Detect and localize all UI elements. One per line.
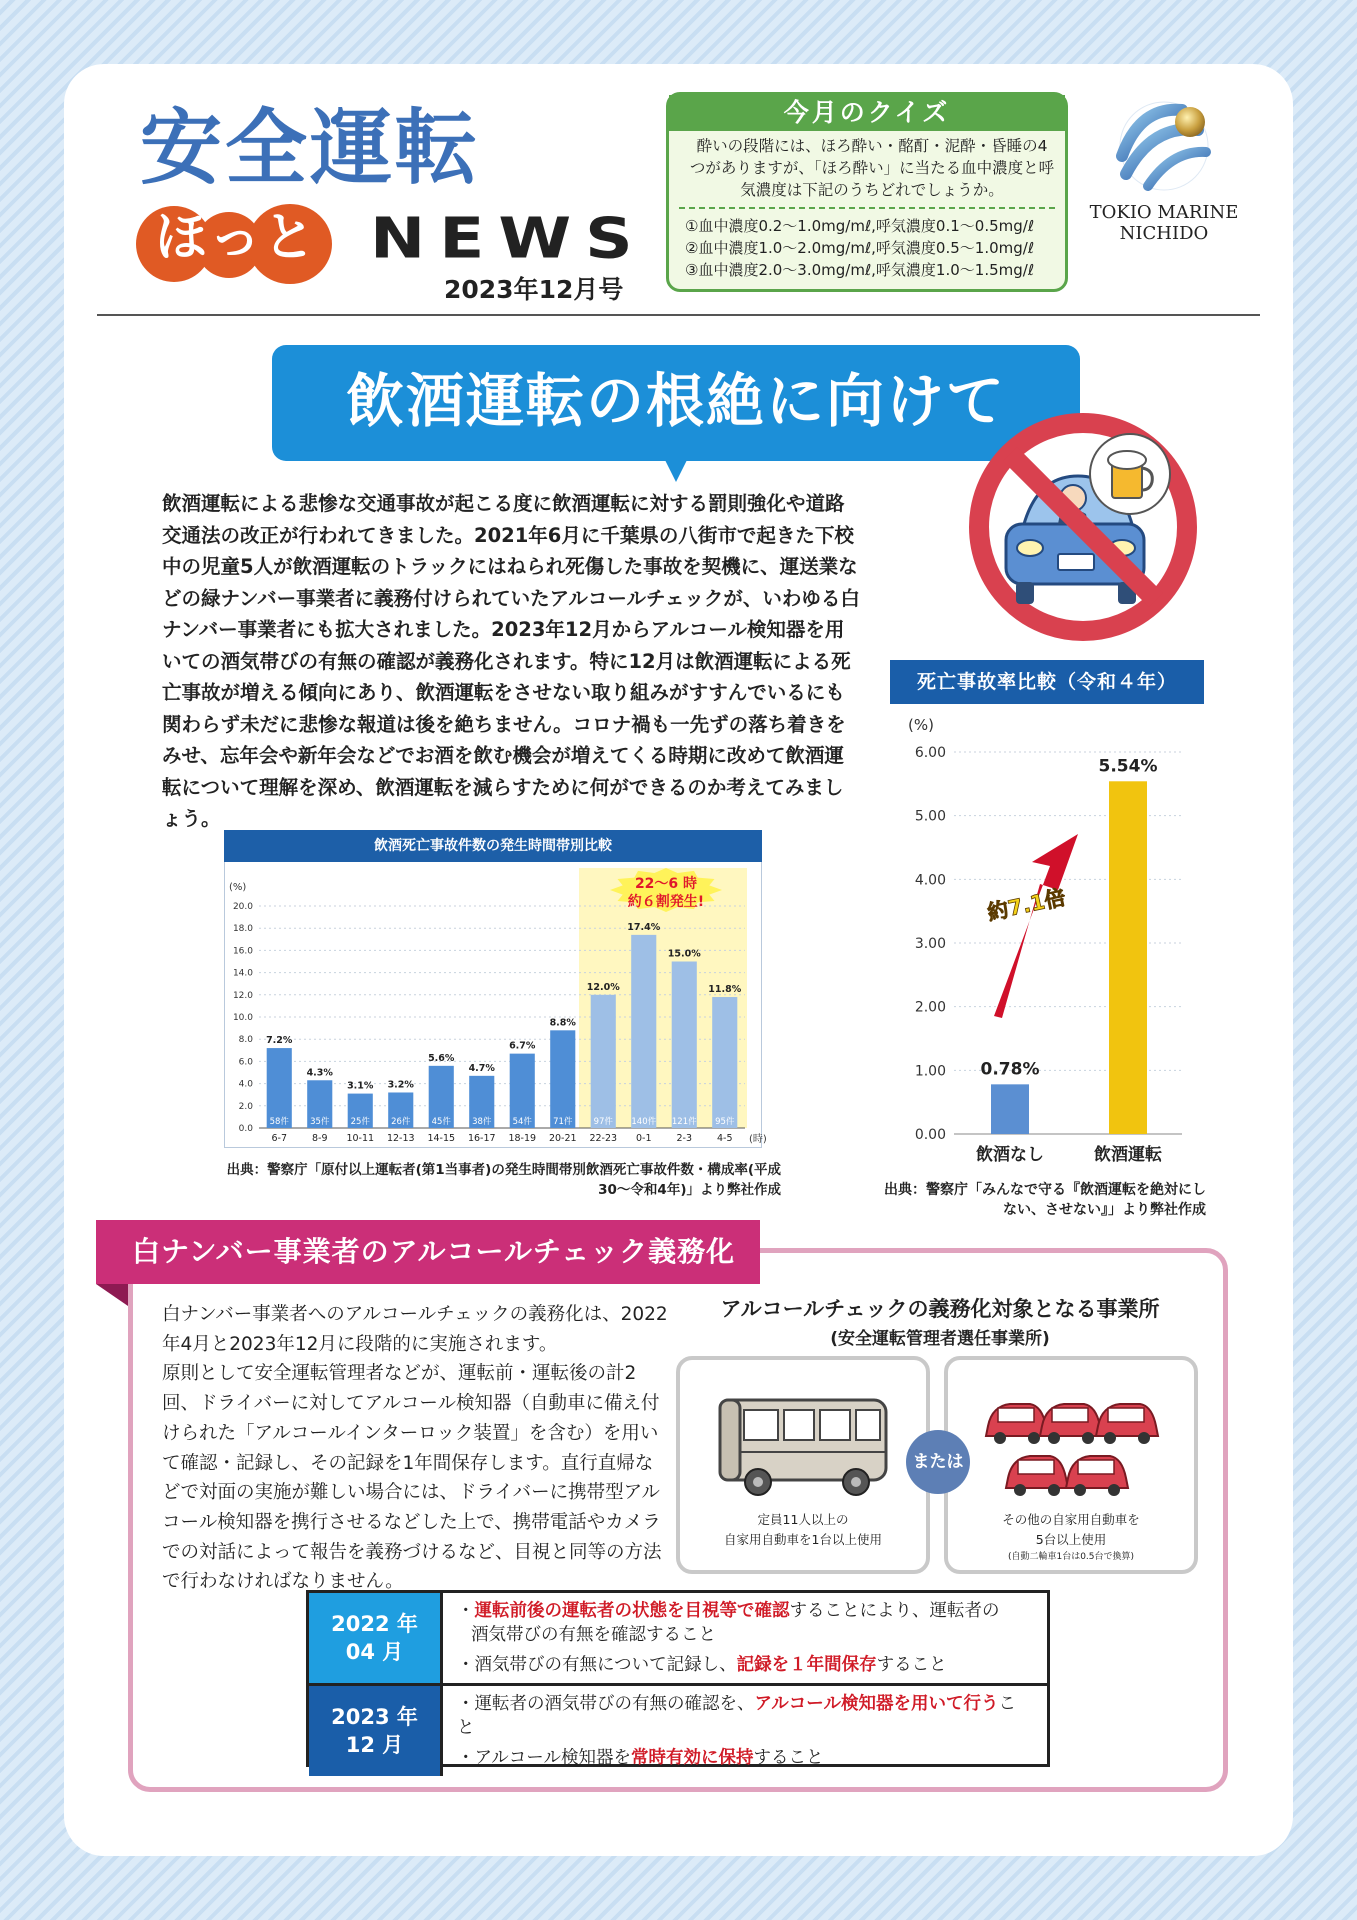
- y-tick-label: 2.00: [914, 999, 946, 1016]
- x-tick-label: 飲酒なし: [976, 1145, 1044, 1165]
- bar: [672, 962, 697, 1129]
- chart2-source: 出典：警察庁「みんなで守る『飲酒運転を絶対にしない、させない』」より弊社作成: [884, 1182, 1206, 1218]
- bar-count-label: 71件: [553, 1117, 573, 1127]
- item-text: ・酒気帯びの有無について記録し、: [457, 1655, 737, 1675]
- caption-line: その他の自家用自動車を: [1002, 1512, 1140, 1527]
- bar-count-label: 97件: [593, 1117, 613, 1127]
- highlight-text: 常時有効に保持: [630, 1748, 754, 1768]
- banner-tail: [664, 458, 688, 482]
- bar: [991, 1084, 1029, 1134]
- row-date: 2023 年 12 月: [309, 1686, 443, 1776]
- chart2-title: 死亡事故率比較（令和４年）: [890, 660, 1204, 704]
- item-text: することにより、運転者の: [789, 1601, 1000, 1621]
- x-tick-label: 20-21: [548, 1133, 577, 1144]
- bar-count-label: 121件: [671, 1117, 697, 1127]
- bar-value-label: 15.0%: [667, 948, 701, 960]
- table-row: [309, 1683, 1047, 1776]
- item-text: すること: [876, 1655, 947, 1675]
- row-item: [457, 1746, 1033, 1770]
- caption-line: 5台以上使用: [1035, 1532, 1107, 1547]
- bar: [631, 935, 656, 1128]
- x-tick-label: 14-15: [427, 1133, 456, 1144]
- row-date: 2022 年 04 月: [309, 1593, 443, 1683]
- bus-caption: [680, 1510, 926, 1550]
- row-content: [443, 1593, 1047, 1683]
- bar-value-label: 11.8%: [708, 984, 742, 996]
- bar-count-label: 38件: [472, 1117, 492, 1127]
- row-item-continued: 酒気帯びの有無を確認すること: [471, 1625, 716, 1645]
- bus-box: [676, 1356, 930, 1574]
- chart1-area: [224, 862, 767, 1148]
- annotation-line2: 約６割発生!: [627, 894, 705, 910]
- cars-box: [944, 1356, 1198, 1574]
- y-axis-unit: (%): [229, 882, 247, 893]
- y-axis-unit: (%): [908, 716, 934, 734]
- y-tick-label: 14.0: [232, 968, 253, 979]
- y-tick-label: 5.00: [914, 808, 946, 825]
- section2-title-tail: [96, 1284, 128, 1306]
- cars-caption: [948, 1510, 1194, 1564]
- bar-value-label: 12.0%: [586, 981, 620, 993]
- item-text: すること: [753, 1748, 824, 1768]
- caption-line: 自家用自動車を1台以上使用: [724, 1532, 882, 1547]
- bar-value-label: 17.4%: [627, 921, 661, 933]
- x-tick-label: 16-17: [467, 1133, 496, 1144]
- highlight-text: 記録を１年間保存: [736, 1655, 877, 1675]
- item-text: こと: [457, 1694, 1016, 1738]
- row-item: [457, 1692, 1033, 1740]
- bar-count-label: 35件: [310, 1117, 330, 1127]
- x-tick-label: 18-19: [508, 1133, 537, 1144]
- bullet: ・: [457, 1601, 475, 1621]
- no-drunk-driving-icon: [968, 412, 1198, 642]
- ratio-annotation: 約7.1倍: [985, 885, 1068, 926]
- logo-line: TOKIO MARINE: [1089, 202, 1239, 223]
- news-wordmark: NEWS: [370, 205, 647, 272]
- quiz-box: [666, 92, 1068, 292]
- bar-value-label: 3.1%: [347, 1080, 374, 1092]
- x-tick-label: 12-13: [386, 1133, 415, 1144]
- caption-note: (自動二輪車1台は0.5台で換算): [1007, 1552, 1135, 1562]
- y-tick-label: 16.0: [232, 946, 253, 957]
- y-tick-label: 1.00: [914, 1063, 946, 1080]
- company-logo-text: [1076, 202, 1252, 244]
- main-headline: 飲酒運転の根絶に向けて: [272, 345, 1080, 461]
- bar-value-label: 4.7%: [468, 1062, 495, 1074]
- x-tick-label: 6-7: [271, 1133, 288, 1144]
- quiz-options: [669, 215, 1065, 281]
- quiz-question: 酔いの段階には、ほろ酔い・酩酊・泥酔・昏睡の4つがありますが、「ほろ酔い」に当たる血中濃度と呼気濃度は下記のうちどれでしょうか。: [689, 137, 1055, 199]
- bar-value-label: 8.8%: [549, 1017, 576, 1029]
- bar: [712, 997, 737, 1128]
- quiz-title: 今月のクイズ: [669, 95, 1065, 131]
- x-tick-label: 飲酒運転: [1094, 1145, 1162, 1165]
- y-tick-label: 3.00: [914, 936, 946, 952]
- target-offices-title: アルコールチェックの義務化対象となる事業所: [720, 1297, 1160, 1321]
- y-tick-label: 6.0: [238, 1057, 253, 1068]
- bar: [267, 1048, 292, 1128]
- y-tick-label: 4.00: [914, 872, 946, 889]
- x-axis-unit: (時): [749, 1134, 767, 1145]
- y-tick-label: 20.0: [232, 902, 253, 912]
- bar-count-label: 140件: [631, 1117, 657, 1127]
- y-tick-label: 6.00: [914, 745, 946, 761]
- highlight-text: アルコール検知器を用いて行う: [754, 1694, 999, 1714]
- bar-value-label: 7.2%: [266, 1035, 293, 1047]
- item-text: ・運転者の酒気帯びの有無の確認を、: [457, 1694, 755, 1714]
- y-tick-label: 4.0: [238, 1079, 253, 1090]
- bar-count-label: 45件: [431, 1117, 451, 1127]
- highlight-text: 運転前後の運転者の状態を目視等で確認: [474, 1601, 790, 1621]
- bar: [591, 995, 616, 1128]
- bar-count-label: 25件: [350, 1117, 370, 1127]
- quiz-option: ③血中濃度2.0〜3.0mg/mℓ,呼気濃度1.0〜1.5mg/ℓ: [685, 261, 1035, 279]
- cars-icon: [984, 1396, 1166, 1502]
- section2-body: 白ナンバー事業者へのアルコールチェックの義務化は、2022年4月と2023年12月に段階的に実施されます。 原則として安全運転管理者などが、運転前・運転後の計2回、ドライバーに対してアルコール検知器（自動車に備え付けられた「アルコールインターロック装置」を含む）を用いて確認・記録し、その記録を1年間保存します。直行直帰などで対面の実施が難しい場合には、ドライバーに携帯型アルコール検知器を携行させるなどした上で、携帯電話やカメラでの対話によって報告を義務づけるなど、目視と同等の方法で行わなければなりません。: [162, 1304, 668, 1593]
- chart2-svg: [890, 706, 1206, 1176]
- quiz-option: ②血中濃度1.0〜2.0mg/mℓ,呼気濃度0.5〜1.0mg/ℓ: [685, 239, 1035, 257]
- obligation-table: [306, 1590, 1050, 1767]
- x-tick-label: 10-11: [346, 1133, 375, 1144]
- company-logo-icon: [1112, 96, 1216, 192]
- row-item: [457, 1653, 1033, 1677]
- x-tick-label: 0-1: [635, 1133, 652, 1144]
- bar-count-label: 54件: [512, 1117, 532, 1127]
- bar-value-label: 5.6%: [428, 1052, 455, 1064]
- quiz-divider: [679, 207, 1055, 209]
- y-tick-label: 2.0: [238, 1101, 253, 1112]
- item-text: ・アルコール検知器を: [457, 1748, 631, 1768]
- target-offices-subtitle: (安全運転管理者選任事業所): [830, 1329, 1050, 1349]
- quiz-option: ①血中濃度0.2〜1.0mg/mℓ,呼気濃度0.1〜0.5mg/ℓ: [685, 217, 1035, 235]
- or-badge: または: [906, 1430, 970, 1494]
- y-tick-label: 18.0: [232, 924, 253, 935]
- y-tick-label: 10.0: [232, 1013, 253, 1023]
- logo-line: NICHIDO: [1119, 223, 1209, 244]
- header-divider: [97, 314, 1260, 316]
- chart1-title: 飲酒死亡事故件数の発生時間帯別比較: [224, 830, 762, 862]
- bus-icon: [714, 1394, 894, 1500]
- y-tick-label: 8.0: [238, 1035, 253, 1046]
- y-tick-label: 12.0: [232, 990, 253, 1001]
- x-tick-label: 4-5: [716, 1133, 733, 1144]
- increase-arrow: [994, 834, 1078, 1018]
- annotation-line1: 22〜6 時: [634, 876, 698, 892]
- newsletter-title: 安全運転: [140, 101, 481, 196]
- intro-paragraph: 飲酒運転による悲惨な交通事故が起こる度に飲酒運転に対する罰則強化や道路交通法の改正が行われてきました。2021年6月に千葉県の八街市で起きた下校中の児童5人が飲酒運転のトラックにはねられ死傷した事故を契機に、運送業などの緑ナンバー事業者に義務付けられていたアルコールチェックが、いわゆる白ナンバー事業者にも拡大されました。2023年12月からアルコール検知器を用いての酒気帯びの有無の確認が義務化されます。特に12月は飲酒運転による死亡事故が増える傾向にあり、飲酒運転をさせない取り組みがすすんでいるにも関わらず未だに悲惨な報道は後を絶ちません。コロナ禍も一先ずの落ち着きをみせ、忘年会や新年会などでお酒を飲む機会が増えてくる時期に改めて飲酒運転について理解を深め、飲酒運転を減らすために何ができるのか考えてみましょう。: [162, 492, 860, 830]
- x-tick-label: 8-9: [311, 1133, 328, 1144]
- bar-value-label: 3.2%: [387, 1079, 414, 1091]
- y-tick-label: 0.00: [914, 1127, 946, 1143]
- chart1-source: 出典：警察庁「原付以上運転者(第1当事者)の発生時間帯別飲酒死亡事故件数・構成率(平成30〜令和4年)」より弊社作成: [226, 1162, 781, 1198]
- bar-value-label: 5.54%: [1098, 756, 1158, 777]
- bar: [550, 1030, 575, 1128]
- row-item: [457, 1599, 1033, 1623]
- bar-count-label: 95件: [715, 1117, 735, 1127]
- table-row: [309, 1593, 1047, 1683]
- issue-date: 2023年12月号: [444, 275, 624, 304]
- y-tick-label: 0.0: [238, 1124, 253, 1134]
- bar-value-label: 4.3%: [306, 1067, 333, 1079]
- bar-count-label: 58件: [269, 1117, 289, 1127]
- caption-line: 定員11人以上の: [757, 1512, 849, 1527]
- x-tick-label: 22-23: [589, 1133, 618, 1144]
- hotto-text: ほっと: [155, 208, 318, 268]
- x-tick-label: 2-3: [676, 1133, 693, 1144]
- bar-value-label: 0.78%: [980, 1059, 1040, 1080]
- section2-title: 白ナンバー事業者のアルコールチェック義務化: [96, 1220, 760, 1284]
- bar: [1109, 781, 1147, 1134]
- row-content: [443, 1686, 1047, 1776]
- bar-count-label: 26件: [391, 1117, 411, 1127]
- bar-value-label: 6.7%: [509, 1040, 536, 1052]
- chart1-svg: [225, 862, 767, 1148]
